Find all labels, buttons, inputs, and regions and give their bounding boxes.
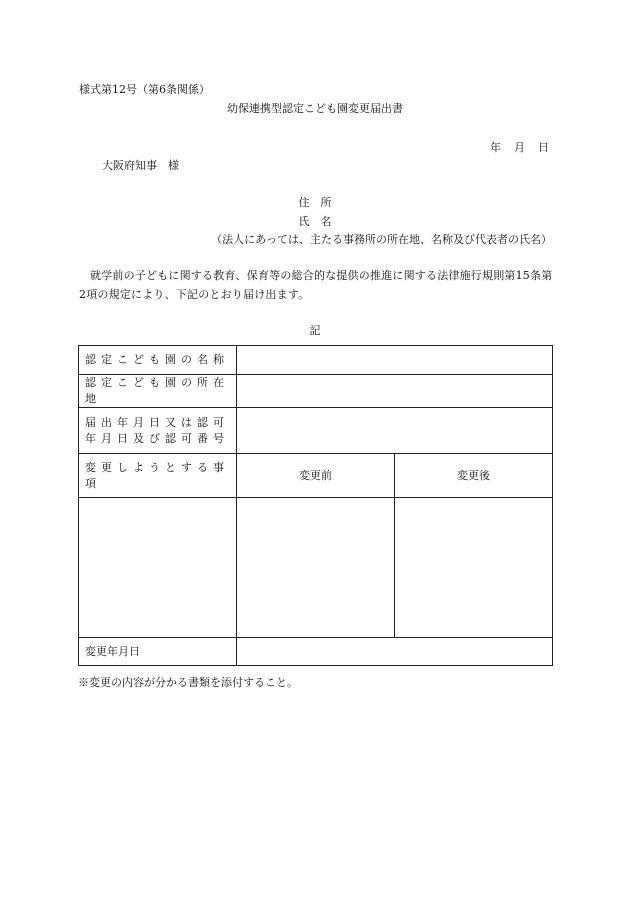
body-text: 就学前の子どもに関する教育、保育等の総合的な提供の推進に関する法律施行規則第15条第2項の規定により、下記のとおり届け出ます。 (79, 269, 553, 301)
date-number-label-line1: 届出年月日又は認可 (85, 415, 229, 429)
form-number: 様式第12号（第6条関係） (79, 83, 210, 96)
corporation-note: （法人にあっては、主たる事務所の所在地、名称及び代表者の氏名） (211, 233, 552, 246)
after-field[interactable] (395, 498, 553, 638)
after-header: 変更後 (395, 454, 553, 498)
table-row (79, 498, 553, 638)
date-number-field[interactable] (237, 408, 553, 454)
change-date-label: 変更年月日 (79, 638, 237, 666)
date-number-label (79, 408, 237, 454)
table-row (79, 638, 553, 666)
before-field[interactable] (237, 498, 395, 638)
change-items-field[interactable] (79, 498, 237, 638)
change-items-label: 変更しようとする事項 (79, 454, 237, 498)
table-row (79, 375, 553, 408)
table-row (79, 408, 553, 454)
address-label: 住 所 (298, 196, 332, 209)
document-title: 幼保連携型認定こども園変更届出書 (227, 102, 403, 115)
facility-name-label: 認定こども園の名称 (79, 346, 237, 375)
ki-heading: 記 (309, 324, 321, 337)
date-number-label-line2: 年月日及び認可番号 (85, 431, 229, 445)
before-header: 変更前 (237, 454, 395, 498)
name-label: 氏 名 (298, 215, 332, 228)
addressee: 大阪府知事 様 (102, 159, 179, 172)
footnote: ※変更の内容が分かる書類を添付すること。 (78, 676, 298, 689)
change-date-field[interactable] (237, 638, 553, 666)
facility-address-field[interactable] (237, 375, 553, 408)
date-line: 年 月 日 (490, 141, 550, 154)
table-row (79, 454, 553, 498)
facility-name-field[interactable] (237, 346, 553, 375)
table-row (79, 346, 553, 375)
facility-address-label: 認定こども園の所在地 (79, 375, 237, 408)
form-table (78, 345, 553, 666)
